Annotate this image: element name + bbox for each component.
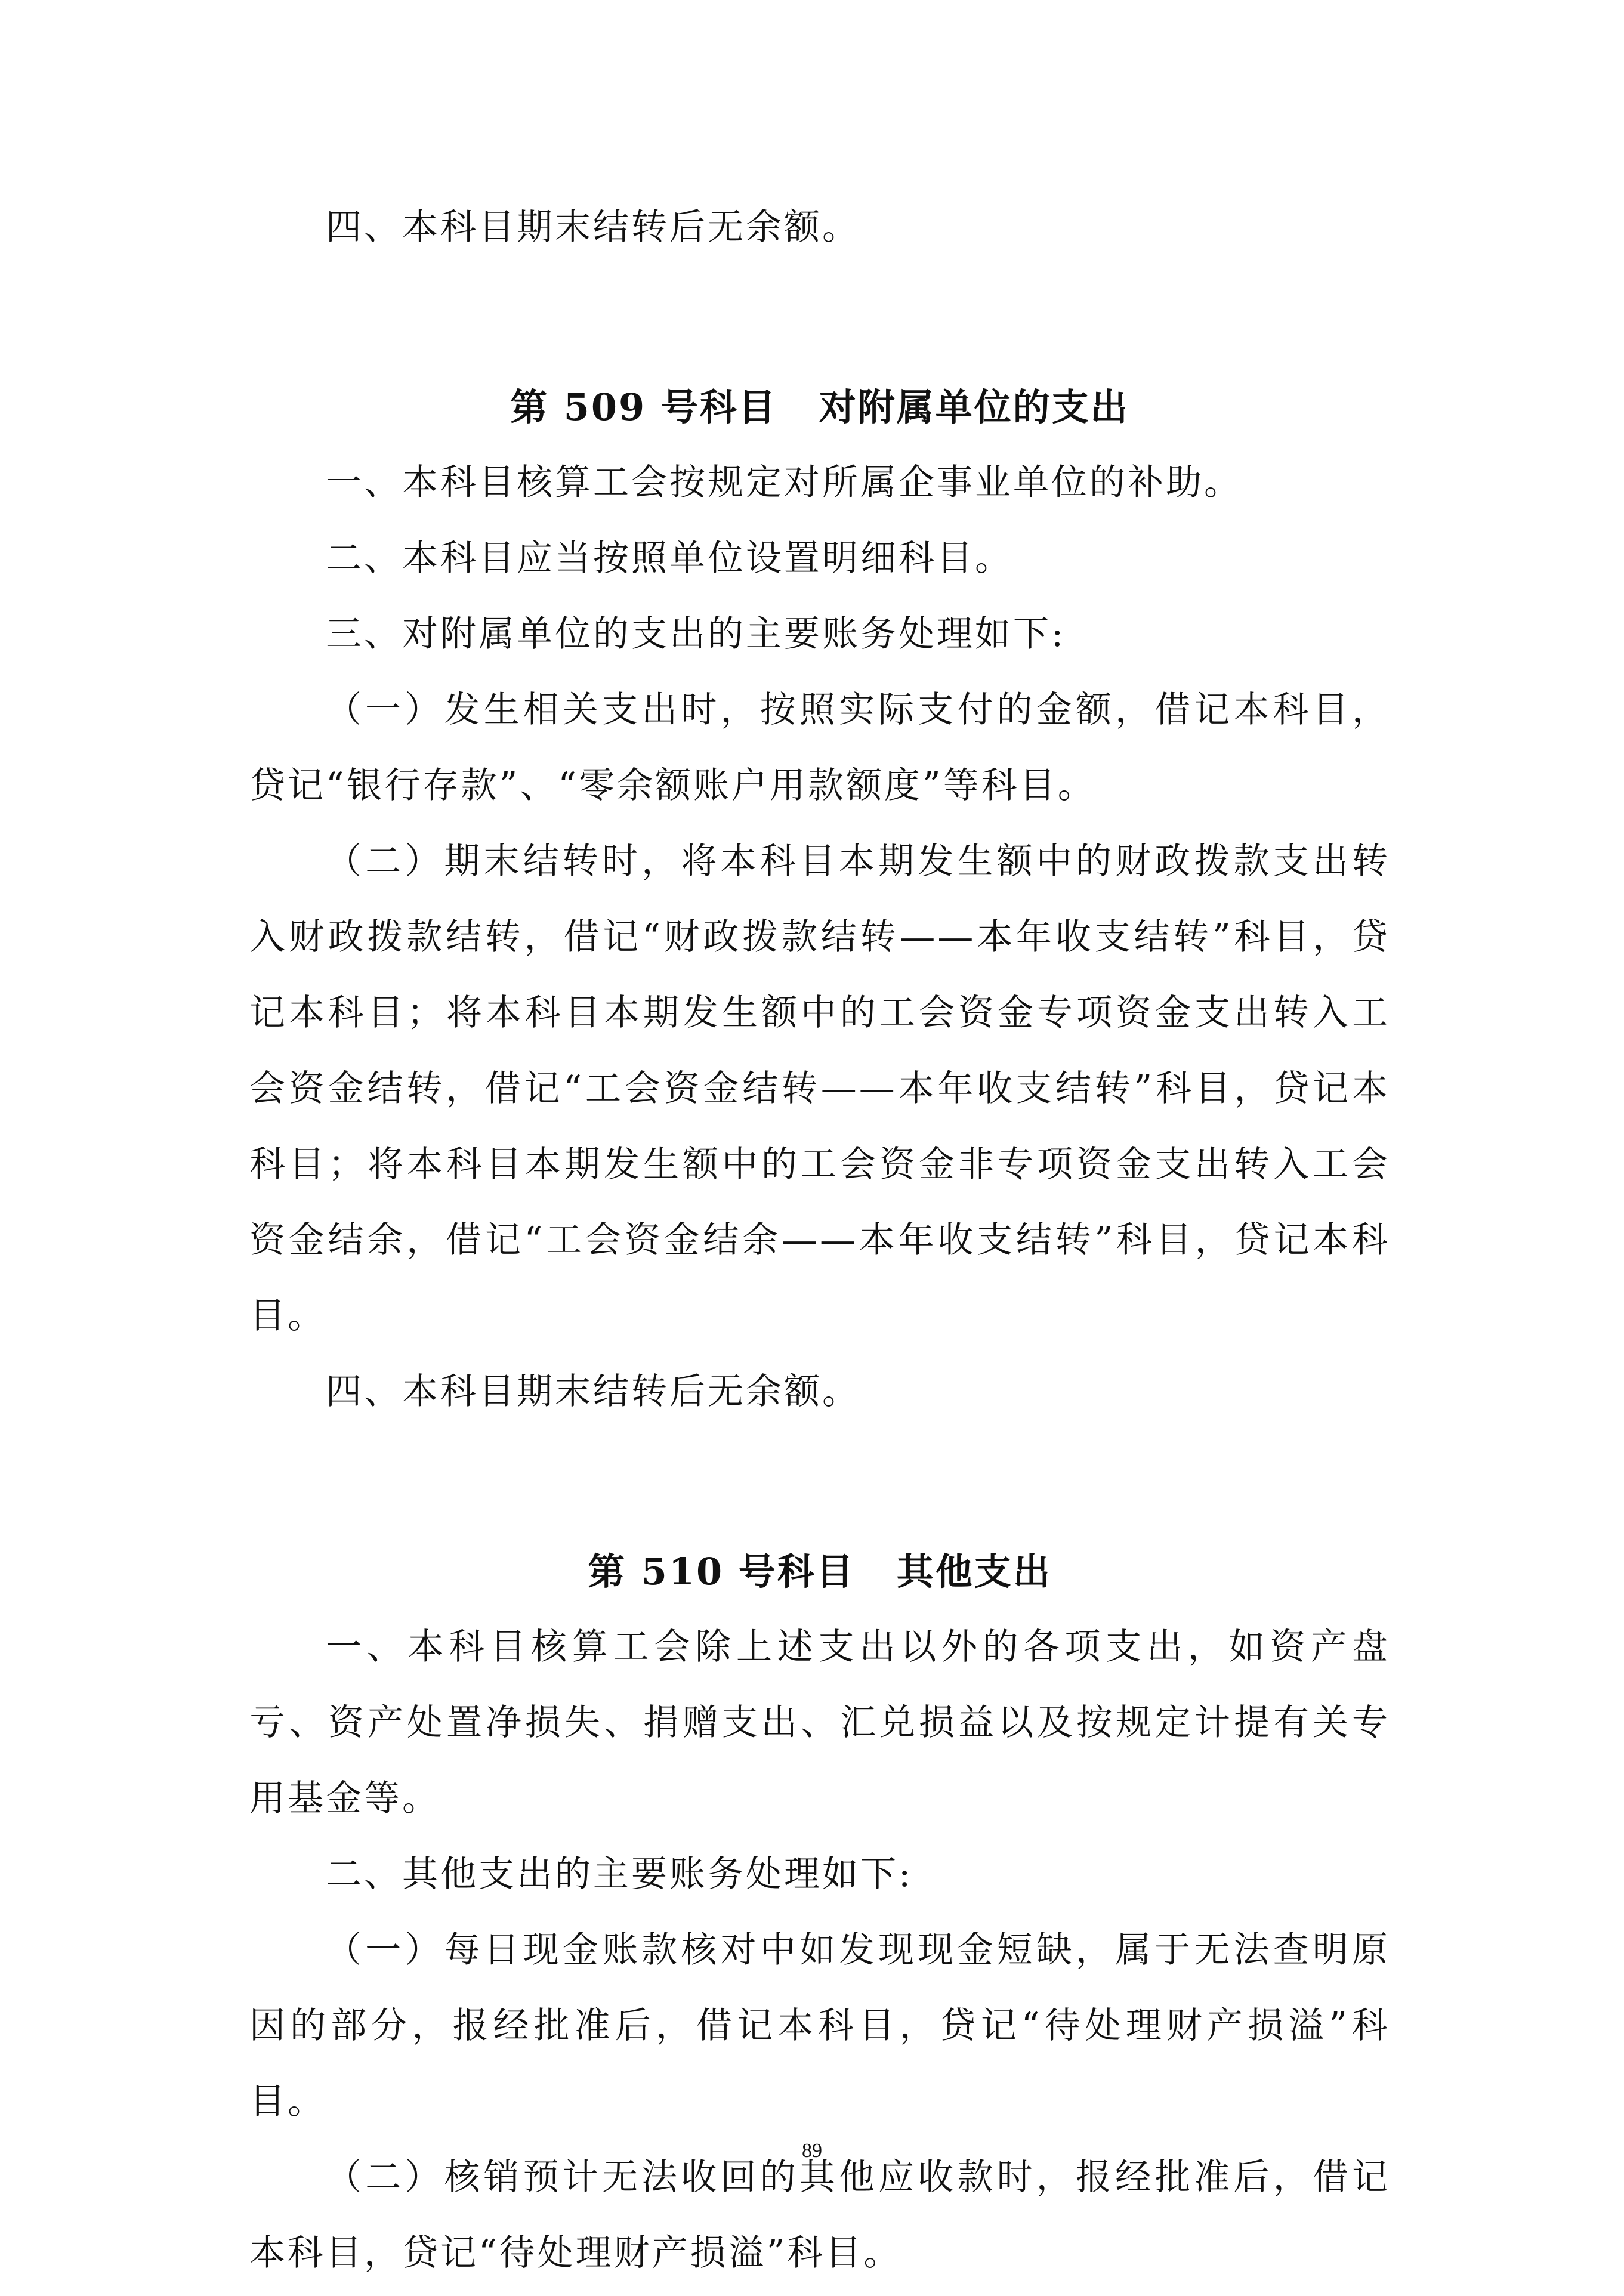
section-510-paragraph-2: 二、其他支出的主要账务处理如下: [326, 1853, 913, 1895]
section-509-number: 第 509 号科目 [510, 385, 777, 429]
section-509-paragraph-1: 一、本科目核算工会按规定对所属企事业单位的补助。 [326, 462, 1242, 503]
section-509-paragraph-6: 四、本科目期末结转后无余额。 [326, 1371, 860, 1413]
section-509-paragraph-4: （一）发生相关支出时，按照实际支付的金额，借记本科目，贷记“银行存款”、“零余额账户用款额度”等科目。 [249, 689, 1390, 806]
section-510-number: 第 510 号科目 [588, 1550, 855, 1593]
section-509-paragraph-2: 二、本科目应当按照单位设置明细科目。 [326, 537, 1013, 579]
section-spacer [249, 1430, 1390, 1534]
section-510-paragraph-3: （一）每日现金账款核对中如发现现金短缺，属于无法查明原因的部分，报经批准后，借记本科目，贷记“待处理财产损溢”科目。 [249, 1929, 1390, 2122]
page-body [249, 190, 1390, 2291]
section-509-title: 对附属单位的支出 [819, 385, 1129, 429]
section-509-paragraph-3: 三、对附属单位的支出的主要账务处理如下: [326, 613, 1066, 655]
intro-closing-paragraph: 四、本科目期末结转后无余额。 [326, 206, 860, 248]
section-510-title: 其他支出 [896, 1550, 1052, 1593]
section-509-paragraph-5: （二）期末结转时，将本科目本期发生额中的财政拨款支出转入财政拨款结转，借记“财政拨款结转——本年收支结转”科目，贷记本科目；将本科目本期发生额中的工会资金专项资金支出转入工会资金结转，借记“工会资金结转——本年收支结转”科目，贷记本科目；将本科目本期发生额中的工会资金非专项资金支出转入工会资金结余，借记“工会资金结余——本年收支结转”科目，贷记本科目。 [249, 840, 1390, 1337]
section-509-heading [249, 369, 1390, 445]
section-spacer [249, 265, 1390, 369]
section-510-paragraph-1: 一、本科目核算工会除上述支出以外的各项支出，如资产盘亏、资产处置净损失、捐赠支出、汇兑损益以及按规定计提有关专用基金等。 [249, 1626, 1390, 1819]
page-number: 89 [802, 2140, 822, 2162]
section-510-heading [249, 1534, 1390, 1609]
section-510-paragraph-4: （二）核销预计无法收回的其他应收款时，报经批准后，借记本科目，贷记“待处理财产损溢”科目。 [249, 2156, 1390, 2274]
